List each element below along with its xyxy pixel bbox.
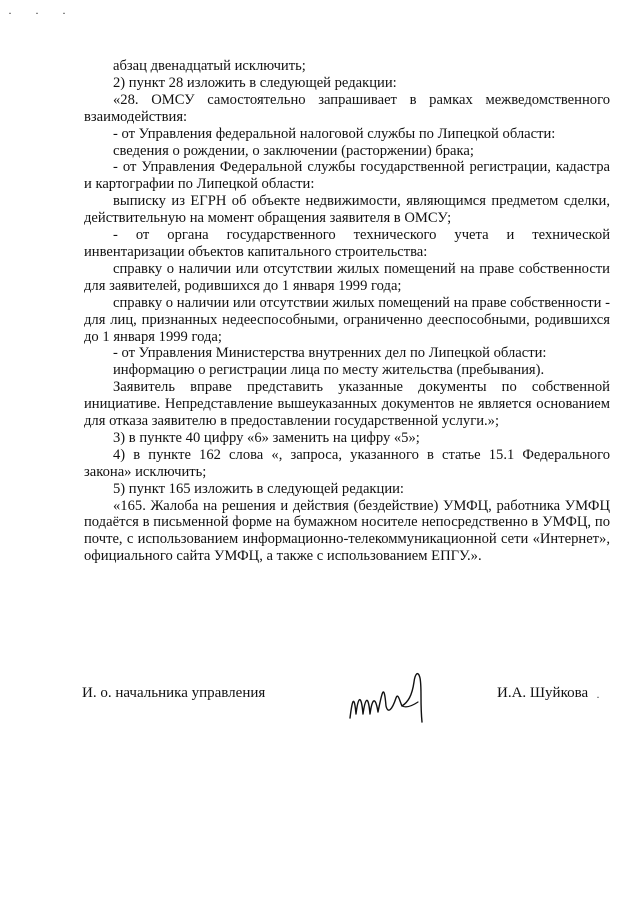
paragraph: - от Управления федеральной налоговой службы по Липецкой области: (113, 125, 556, 142)
paragraph: справку о наличии или отсутствии жилых помещений на праве собственности для заявителей, родившихся до 1 января 1999 года; (84, 260, 610, 294)
signer-name: И.А. Шуйкова (497, 685, 589, 701)
signer-position: И. о. начальника управления (82, 685, 266, 701)
paragraph: «165. Жалоба на решения и действия (бездействие) УМФЦ, работника УМФЦ подаётся в письменной форме на бумажном носителе непосредственно в УМФЦ, по почте, с использованием информационно-телекоммуникационной сети «Интернет», официального сайта УМФЦ, а также с использованием ЕПГУ.». (84, 497, 610, 565)
paragraph: 2) пункт 28 изложить в следующей редакции: (113, 74, 397, 91)
handwritten-signature (342, 662, 437, 732)
paragraph: сведения о рождении, о заключении (расторжении) брака; (113, 142, 474, 159)
scan-artifact-dot: · (596, 690, 600, 704)
paragraph: абзац двенадцатый исключить; (113, 58, 306, 74)
paragraph: - от органа государственного технического учета и технической инвентаризации объектов капитального строительства: (84, 227, 610, 260)
paragraph: информацию о регистрации лица по месту жительства (пребывания). (113, 362, 545, 379)
paragraph: «28. ОМСУ самостоятельно запрашивает в рамках межведомственного взаимодействия: (84, 91, 610, 125)
document-body (84, 58, 610, 565)
paragraph: Заявитель вправе представить указанные документы по собственной инициативе. Непредставление вышеуказанных документов не является основанием для отказа заявителю в предоставлении государственной услуги.»; (84, 379, 610, 430)
paragraph: 5) пункт 165 изложить в следующей редакции: (113, 480, 404, 497)
paragraph: - от Управления Федеральной службы государственной регистрации, кадастра и картографии по Липецкой области: (84, 159, 610, 193)
paragraph: - от Управления Министерства внутренних дел по Липецкой области: (113, 345, 547, 362)
paragraph: 3) в пункте 40 цифру «6» заменить на цифру «5»; (113, 429, 420, 446)
paragraph: 4) в пункте 162 слова «, запроса, указанного в статье 15.1 Федерального закона» исключить; (84, 446, 610, 480)
scan-artifact-dots: · · · (8, 6, 76, 20)
paragraph: выписку из ЕГРН об объекте недвижимости, являющимся предметом сделки, действительную на момент обращения заявителя в ОМСУ; (84, 193, 610, 227)
paragraph: справку о наличии или отсутствии жилых помещений на праве собственности - для лиц, признанных недееспособными, ограниченно дееспособными, родившихся до 1 января 1999 года; (84, 294, 610, 345)
